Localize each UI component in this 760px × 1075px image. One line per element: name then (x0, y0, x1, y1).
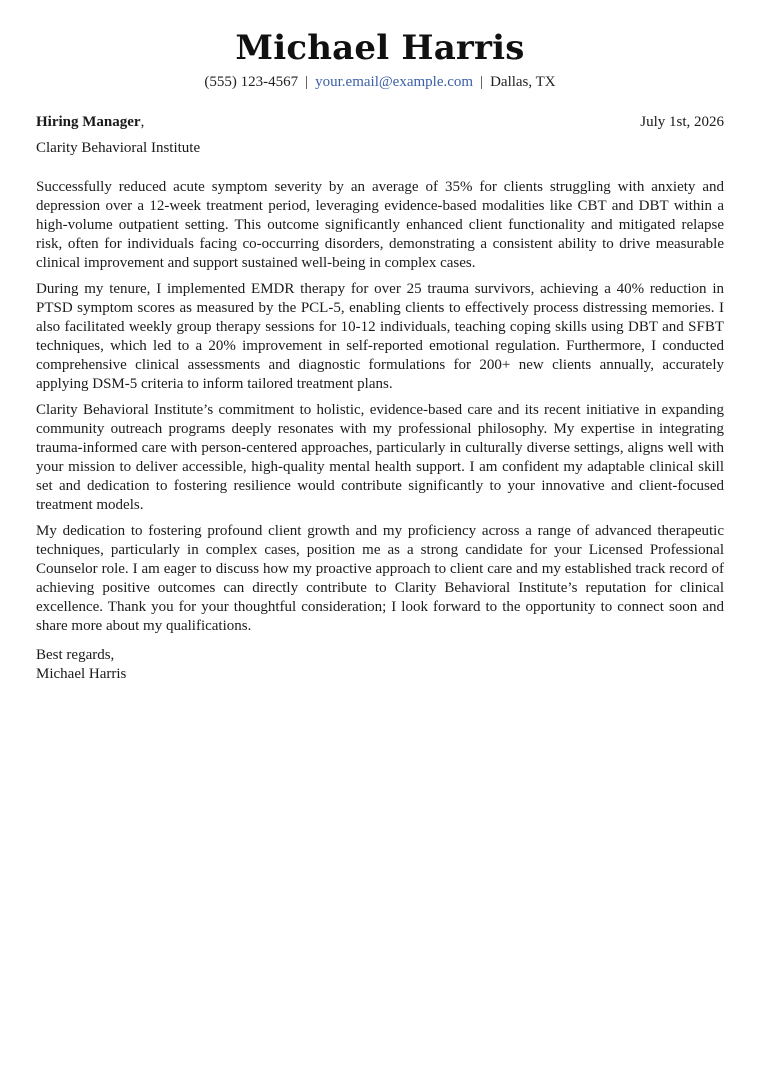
location: Dallas, TX (490, 74, 556, 90)
contact-separator: | (480, 74, 484, 90)
body-paragraph: During my tenure, I implemented EMDR therapy for over 25 trauma survivors, achieving a 40% reduction in PTSD symptom scores as measured by the PCL-5, enabling clients to effectively process distressing memories. I also facilitated weekly group therapy sessions for 10-12 individuals, teaching coping skills using DBT and SFBT techniques, which led to a 20% improvement in self-reported emotional regulation. Furthermore, I conducted comprehensive clinical assessments and diagnostic formulations for 200+ new clients annually, accurately applying DSM-5 criteria to inform tailored treatment plans. (36, 281, 724, 392)
phone-number: (555) 123-4567 (204, 74, 299, 90)
body-paragraph: Successfully reduced acute symptom severity by an average of 35% for clients struggling with anxiety and depression over a 12-week treatment period, leveraging evidence-based modalities like CBT and DBT within a high-volume outpatient setting. This outcome significantly enhanced client functionality and mitigated relapse risk, often for individuals facing co-occurring disorders, demonstrating a consistent ability to drive measurable clinical improvement and support sustained well-being in complex cases. (36, 179, 724, 271)
closing-block (36, 646, 724, 684)
company-name: Clarity Behavioral Institute (36, 140, 201, 156)
closing-phrase: Best regards, (36, 647, 115, 663)
applicant-name: Michael Harris (235, 28, 525, 68)
body-paragraph: Clarity Behavioral Institute’s commitment to holistic, evidence-based care and its recent initiative in expanding community outreach programs deeply resonates with my professional philosophy. My expertise in integrating trauma-informed care with person-centered approaches, particularly in culturally diverse settings, aligns well with your mission to deliver accessible, high-quality mental health support. I am confident my adaptable clinical skill set and dedication to fostering resilience would contribute significantly to your innovative and client-focused treatment models. (36, 402, 724, 513)
recipient-suffix: , (140, 114, 145, 130)
letter-body (36, 178, 724, 636)
contact-separator: | (305, 74, 309, 90)
recipient-line (36, 112, 144, 132)
email-link[interactable]: your.email@example.com (315, 74, 474, 90)
body-paragraph: My dedication to fostering profound client growth and my proficiency across a range of advanced therapeutic techniques, particularly in complex cases, position me as a strong candidate for your Licensed Professional Counselor role. I am eager to discuss how my proactive approach to client care and my established track record of achieving positive outcomes can directly contribute to Clarity Behavioral Institute’s reputation for clinical excellence. Thank you for your thoughtful consideration; I look forward to the opportunity to connect soon and share more about my qualifications. (36, 523, 724, 634)
recipient-name: Hiring Manager (36, 114, 141, 130)
letter-date: July 1st, 2026 (640, 114, 724, 130)
salutation-row (36, 112, 724, 132)
signature-name: Michael Harris (36, 666, 127, 682)
contact-line (36, 72, 724, 92)
